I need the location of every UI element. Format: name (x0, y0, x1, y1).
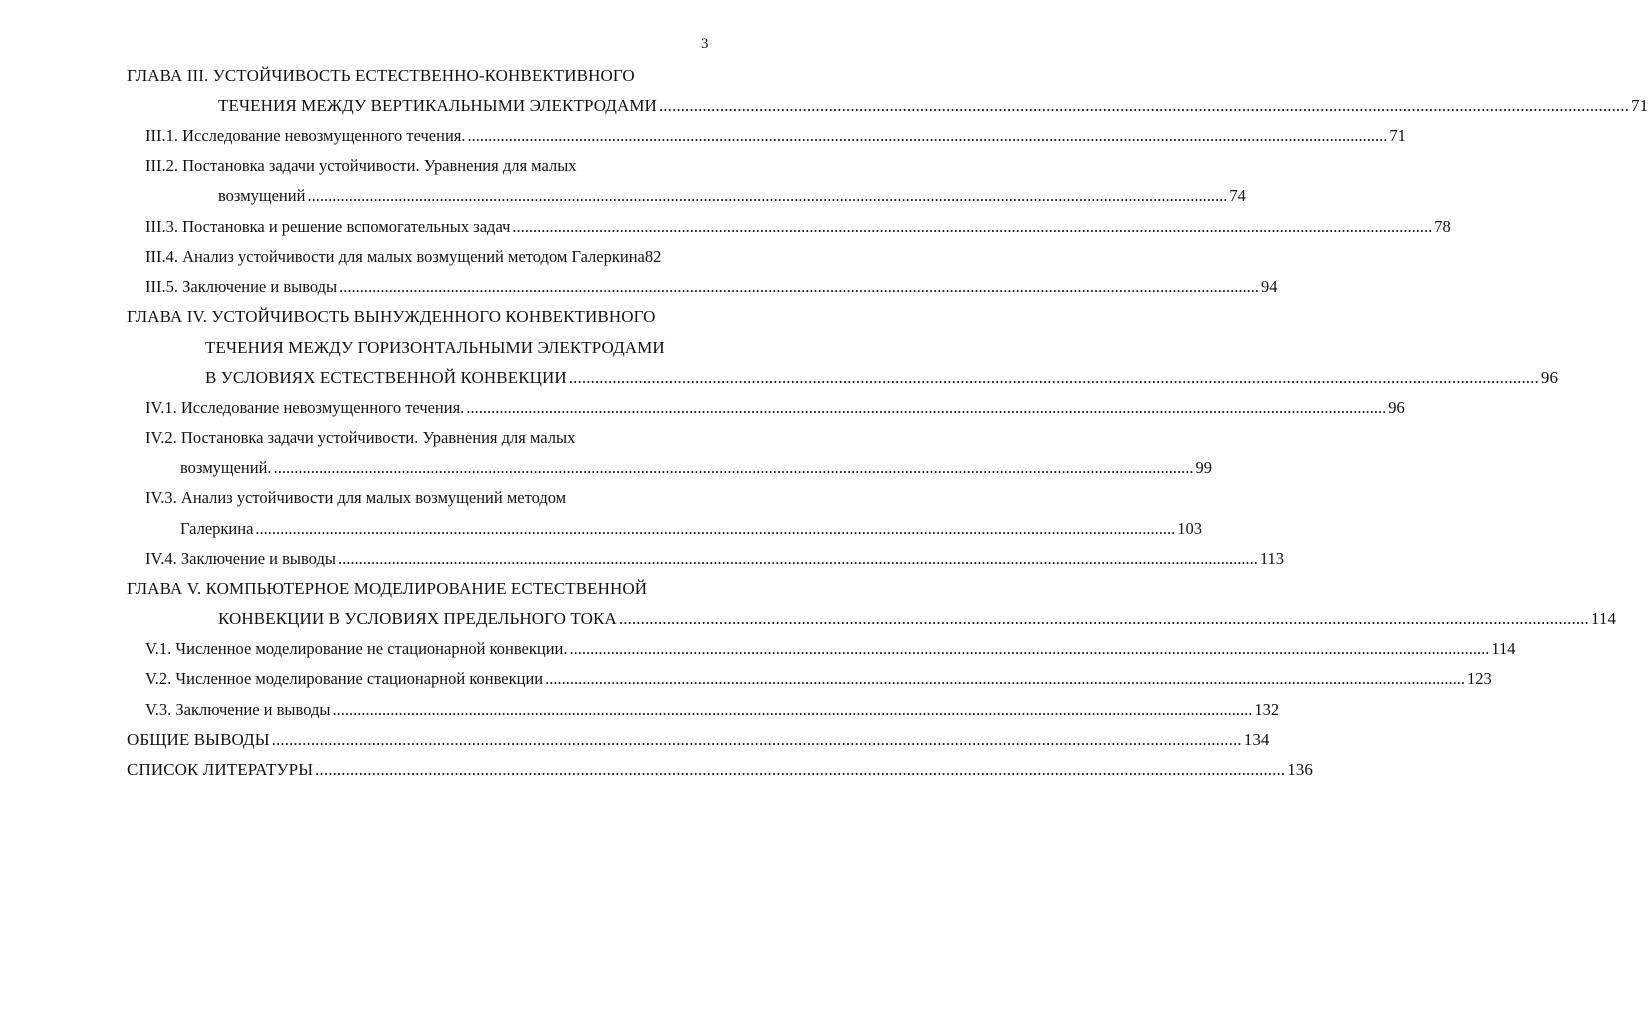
toc-leader-dots: ............................................................................................................................................................................................................................... (512, 217, 1433, 236)
page-number: 3 (701, 36, 709, 52)
toc-entry-text: Галеркина (180, 519, 254, 538)
toc-page-number: 78 (1434, 217, 1451, 236)
toc-page-number: 113 (1259, 549, 1284, 568)
toc-page-number: 96 (1388, 398, 1405, 417)
toc-section-4-3[interactable] (180, 519, 1203, 539)
toc-section-3-2-line-1: III.2. Постановка задачи устойчивости. Уравнения для малых (145, 156, 577, 175)
toc-leader-dots: ............................................................................................................................................................................................................................... (255, 519, 1176, 538)
toc-entry-text: IV.1. Исследование невозмущенного течения. (145, 398, 465, 417)
toc-chapter-5-title-line-1: ГЛАВА V. КОМПЬЮТЕРНОЕ МОДЕЛИРОВАНИЕ ЕСТЕСТВЕННОЙ (127, 579, 648, 598)
toc-section-5-1[interactable] (145, 639, 1516, 659)
toc-leader-dots: ............................................................................................................................................................................................................................... (568, 368, 1539, 387)
toc-chapter-4-title-line-1: ГЛАВА IV. УСТОЙЧИВОСТЬ ВЫНУЖДЕННОГО КОНВЕКТИВНОГО (127, 307, 656, 326)
toc-page-number: 94 (1261, 277, 1278, 296)
toc-leader-dots: ............................................................................................................................................................................................................................... (466, 398, 1387, 417)
toc-entry-text: III.5. Заключение и выводы (145, 277, 338, 296)
toc-entry-text: V.2. Численное моделирование стационарной конвекции (145, 669, 544, 688)
toc-section-5-2[interactable] (145, 669, 1492, 689)
toc-section-3-2[interactable] (218, 186, 1246, 206)
toc-references[interactable] (127, 760, 1314, 780)
toc-leader-dots: ............................................................................................................................................................................................................................... (337, 549, 1258, 568)
toc-entry-text: ТЕЧЕНИЯ МЕЖДУ ВЕРТИКАЛЬНЫМИ ЭЛЕКТРОДАМИ (218, 96, 657, 115)
toc-leader-dots: ............................................................................................................................................................................................................................... (545, 669, 1465, 688)
toc-page-number: 103 (1177, 519, 1203, 538)
toc-page-number: 132 (1254, 700, 1280, 719)
toc-page-number: 114 (1590, 609, 1617, 628)
toc-page-number: 136 (1287, 760, 1314, 779)
toc-general-conclusions[interactable] (127, 730, 1270, 750)
toc-entry-text: V.3. Заключение и выводы (145, 700, 331, 719)
toc-page-number: 96 (1540, 368, 1559, 387)
toc-section-4-3-line-1: IV.3. Анализ устойчивости для малых возмущений методом (145, 488, 567, 507)
toc-leader-dots: ............................................................................................................................................................................................................................... (467, 126, 1388, 145)
toc-leader-dots: ............................................................................................................................................................................................................................... (339, 277, 1260, 296)
toc-page-number: 71 (1389, 126, 1406, 145)
toc-chapter-3-entry[interactable] (218, 96, 1648, 116)
toc-entry-text: ОБЩИЕ ВЫВОДЫ (127, 730, 270, 749)
toc-entry-text: IV.4. Заключение и выводы (145, 549, 336, 568)
toc-entry-text: КОНВЕКЦИИ В УСЛОВИЯХ ПРЕДЕЛЬНОГО ТОКА (218, 609, 617, 628)
toc-page-number: 114 (1491, 639, 1516, 658)
toc-page-number: 74 (1229, 186, 1246, 205)
toc-chapter-4-entry[interactable] (205, 368, 1559, 388)
toc-leader-dots: ............................................................................................................................................................................................................................... (273, 458, 1194, 477)
toc-entry-text: V.1. Численное моделирование не стационарной конвекции. (145, 639, 568, 658)
toc-chapter-5-entry[interactable] (218, 609, 1617, 629)
toc-section-3-5[interactable] (145, 277, 1278, 297)
toc-leader-dots: ............................................................................................................................................................................................................................... (307, 186, 1228, 205)
toc-page-number: 71 (1630, 96, 1648, 115)
toc-entry-text: В УСЛОВИЯХ ЕСТЕСТВЕННОЙ КОНВЕКЦИИ (205, 368, 567, 387)
toc-entry-text: возмущений. (180, 458, 272, 477)
toc-section-4-2[interactable] (180, 458, 1212, 478)
toc-section-3-3[interactable] (145, 217, 1451, 237)
toc-leader-dots: ............................................................................................................................................................................................................................... (569, 639, 1490, 658)
toc-entry-text: СПИСОК ЛИТЕРАТУРЫ (127, 760, 314, 779)
toc-leader-dots: ............................................................................................................................................................................................................................... (658, 96, 1629, 115)
toc-leader-dots: ............................................................................................................................................................................................................................... (618, 609, 1589, 628)
toc-entry-text: III.3. Постановка и решение вспомогательных задач (145, 217, 511, 236)
toc-leader-dots: ............................................................................................................................................................................................................................... (332, 700, 1253, 719)
toc-chapter-3-title-line-1: ГЛАВА III. УСТОЙЧИВОСТЬ ЕСТЕСТВЕННО-КОНВЕКТИВНОГО (127, 66, 635, 85)
toc-section-3-1[interactable] (145, 126, 1406, 146)
toc-page-number: 99 (1195, 458, 1212, 477)
toc-chapter-4-title-line-2: ТЕЧЕНИЯ МЕЖДУ ГОРИЗОНТАЛЬНЫМИ ЭЛЕКТРОДАМИ (205, 338, 665, 357)
toc-page-number: 134 (1243, 730, 1270, 749)
toc-page-number: 123 (1466, 669, 1492, 688)
toc-section-4-1[interactable] (145, 398, 1405, 418)
toc-section-4-2-line-1: IV.2. Постановка задачи устойчивости. Уравнения для малых (145, 428, 576, 447)
toc-section-3-4[interactable]: III.4. Анализ устойчивости для малых возмущений методом Галеркина82 (145, 247, 662, 266)
toc-section-5-3[interactable] (145, 700, 1280, 720)
toc-leader-dots: ............................................................................................................................................................................................................................... (271, 730, 1242, 749)
toc-section-4-4[interactable] (145, 549, 1284, 569)
toc-entry-text: возмущений (218, 186, 306, 205)
toc-leader-dots: ............................................................................................................................................................................................................................... (315, 760, 1286, 779)
toc-entry-text: III.1. Исследование невозмущенного течения. (145, 126, 466, 145)
